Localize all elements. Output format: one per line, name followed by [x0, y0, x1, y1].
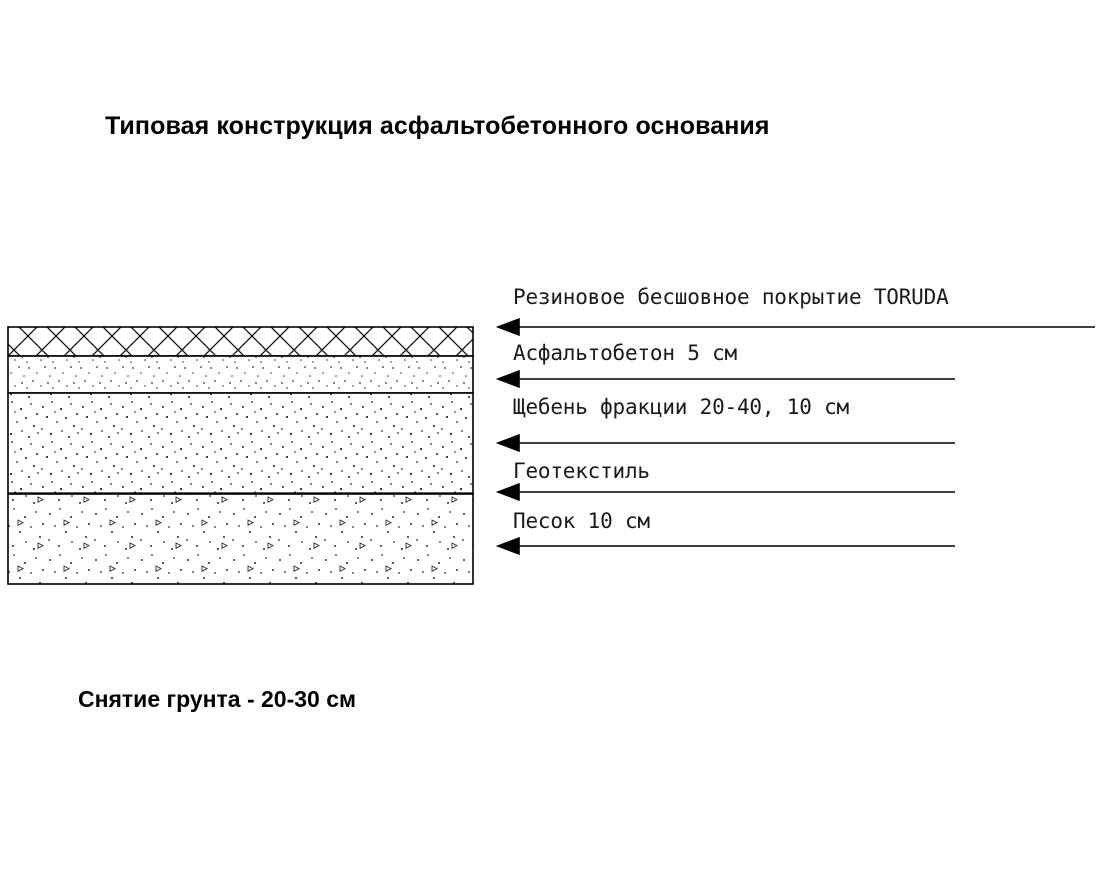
layer-body-crushed-stone: [8, 393, 473, 494]
layer-body-rubber-coating: [8, 327, 473, 356]
layer-label-asphalt-concrete: Асфальтобетон 5 см: [513, 341, 737, 365]
layer-label-crushed-stone: Щебень фракции 20-40, 10 см: [513, 395, 849, 419]
layer-body-asphalt-concrete: [8, 356, 473, 393]
page-title: Типовая конструкция асфальтобетонного основания: [105, 112, 770, 140]
layer-label-rubber-coating: Резиновое бесшовное покрытие TORUDA: [513, 285, 949, 309]
excavation-note: Снятие грунта - 20-30 см: [78, 686, 357, 712]
layer-label-sand: Песок 10 см: [513, 509, 650, 533]
layer-label-geotextile: Геотекстиль: [513, 459, 650, 483]
layer-body-sand: [8, 494, 473, 584]
